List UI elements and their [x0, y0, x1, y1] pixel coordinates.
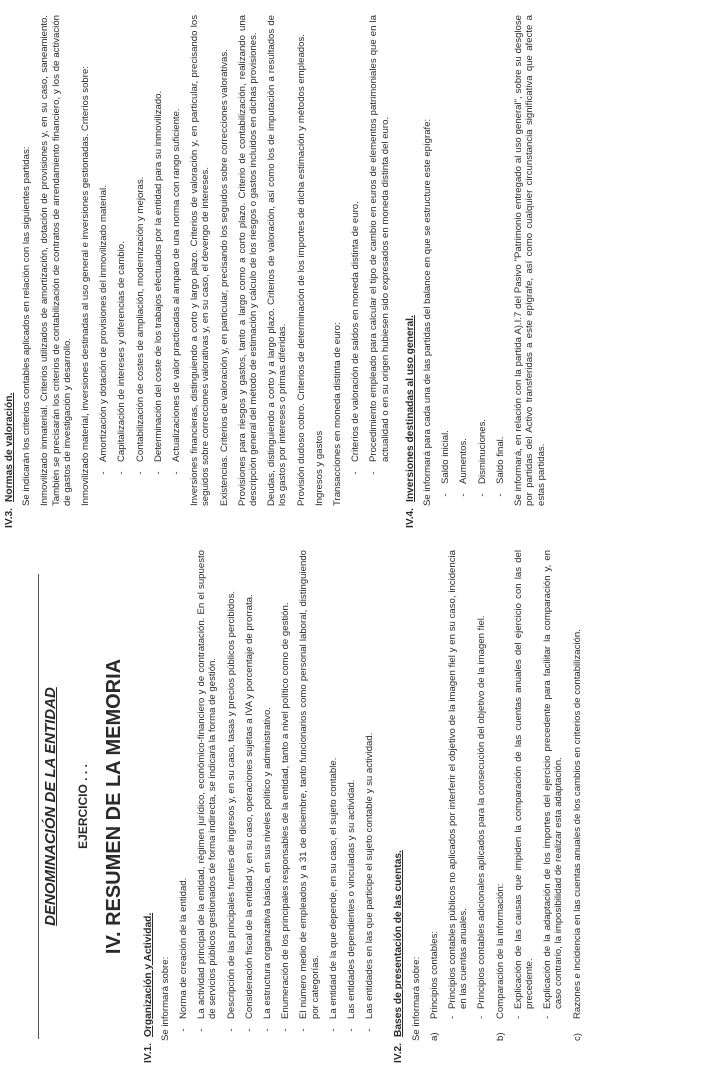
section-number: IV.4. — [404, 507, 416, 528]
section-number: IV.3. — [4, 507, 15, 528]
paragraph-inmaterial: Inmovilizado inmaterial. Criterios utilizados de amortización, dotación de provisiones y, en su caso, saneamiento. También se precisarán los criterios de contabilización de contratos de arrendamiento financiero, y los de activación de gastos de investigación y desarrollo. — [39, 15, 73, 506]
list-item: - La actividad principal de la entidad, régimen jurídico, económico-financiero y de contratación. En el supuesto de servicios públicos gestionados de forma indirecta, se indicará la forma de gestión. — [196, 550, 219, 1032]
section-heading-iv1 — [143, 550, 154, 1063]
section-heading-iv2 — [393, 550, 404, 1063]
list-item: - Disminuciones. — [476, 418, 488, 497]
paragraph-provisiones: Provisiones para riesgos y gastos, tanto a largo como a corto plazo. Criterio de contabilización, realizando una descripción general del método de estimación y cálculo de los riesgos o gastos incluidos en dichas provisiones. — [236, 15, 260, 506]
closing-paragraph: Se informará, en relación con la partida A).I.7 del Pasivo "Patrimonio entregado al uso general", sobre su desglose por partidas del Activo transferidas a este epígrafe, así como cualquier circunstancia significativa que afecte a estas partidas. — [513, 15, 547, 506]
paragraph-ingresos-gastos: Ingresos y gastos — [313, 430, 325, 506]
list-item: - Actualizaciones de valor practicadas al amparo de una norma con rango suficiente. — [171, 108, 183, 475]
document-page-2 — [0, 5, 714, 540]
paragraph-existencias: Existencias. Criterios de valoración y, en particular, precisando los seguidos sobre correcciones valorativas. — [218, 49, 230, 506]
sub-list-item: - Principios contables adicionales aplicados para la consecución del objetivo de la imagen fiel. — [476, 615, 488, 1019]
list-item: - Descripción de las principales fuentes de ingresos y, en su caso, tasas y precios públicos percibidos. — [225, 590, 237, 1032]
list-item: - El número medio de empleados y a 31 de diciembre, tanto funcionarios como personal laboral, distinguiendo por categorías. — [298, 550, 321, 1032]
section-number: IV.2. — [393, 1042, 405, 1063]
section-title: Bases de presentación de las cuentas. — [393, 850, 405, 1037]
lettered-item-b: b) Comparación de la información: — [494, 883, 506, 1041]
section-number: IV.1. — [142, 1042, 154, 1063]
section-intro: Se informará sobre: — [159, 956, 171, 1041]
list-item: - Las entidades en las que participe el sujeto contable y su actividad. — [364, 732, 376, 1032]
section-title: Normas de valoración. — [4, 392, 15, 502]
list-item: - Saldo final. — [494, 436, 506, 497]
section-title: Organización y Actividad. — [142, 912, 154, 1037]
section-intro: Se informará sobre: — [410, 956, 422, 1041]
document-page-1 — [0, 540, 714, 1075]
list-item: - Enumeración de los principales responsables de la entidad, tanto a nivel político como de gestión. — [280, 602, 292, 1032]
lettered-item-a: a) Principios contables: — [428, 931, 440, 1041]
list-item: - Aumentos. — [458, 438, 470, 497]
list-item: - Contabilización de costes de ampliación, modernización y mejoras. — [134, 176, 146, 475]
page-title: IV. RESUMEN DE LA MEMORIA — [103, 658, 126, 955]
list-item: - Procedimiento empleado para calcular el tipo de cambio en euros de elementos patrimoniales que en la actualidad o en su origen hubiesen sido expresados en moneda distinta del euro. — [368, 15, 391, 475]
lettered-item-c: c) Razones e incidencia en las cuentas anuales de los cambios en criterios de contabilización. — [571, 629, 583, 1041]
sub-list-item: - Explicación de las causas que impiden la comparación de las cuentas anuales del ejercicio con las del precedente. — [512, 550, 536, 1019]
sub-list-item: - Principios contables públicos no aplicados por interferir el objetivo de la imagen fiel y en su caso, incidencia en las cuentas anuales. — [447, 550, 470, 1019]
list-item: - La entidad de la que depende, en su caso, el sujeto contable. — [327, 757, 339, 1032]
list-item: - Amortización y dotación de provisiones del inmovilizado material. — [98, 185, 110, 475]
sub-list-item: - Explicación de la adaptación de los importes del ejercicio precedente para facilitar la comparación y, en caso contrario, la imposibilidad de realizar esta adaptación. — [542, 550, 565, 1019]
list-item: - Consideración fiscal de la entidad y, en su caso, operaciones sujetas a IVA y porcentaje de prorrata. — [243, 594, 255, 1032]
paragraph-deudas: Deudas, distinguiendo a corto y a largo plazo. Criterios de valoración, así como los de imputación a resultados de los gastos por intereses o primas diferidas. — [266, 15, 289, 506]
list-item: - Las entidades dependientes o vinculadas y su actividad. — [346, 779, 358, 1032]
entity-name: DENOMINACIÓN DE LA ENTIDAD — [42, 687, 59, 926]
list-item: - Capitalización de intereses y diferencias de cambio. — [116, 241, 128, 475]
paragraph-financieras: Inversiones financieras, distinguiendo a corto y largo plazo. Criterios de valoración y, en particular, precisando los seguidos sobre correcciones valorativas y, en su caso, el devengo de intereses. — [189, 15, 212, 506]
list-item: - Determinación del coste de los trabajos efectuados por la entidad para su inmovilizado. — [152, 90, 164, 475]
exercise-label: EJERCICIO . . . — [76, 764, 91, 849]
section-heading-iv3 — [4, 15, 15, 528]
paragraph-dudoso-cobro: Provisión dudoso cobro. Criterios de determinación de los importes de dicha estimación y métodos empleados. — [295, 34, 307, 506]
list-item: - Saldo inicial. — [440, 430, 452, 497]
paragraph-transacciones: Transacciones en moneda distinta de euro: — [332, 322, 344, 506]
paragraph-material: Inmovilizado material, inversiones destinadas al uso general e inversiones gestionadas. Criterios sobre: — [80, 66, 92, 506]
section-intro: Se indicarán los criterios contables aplicados en relación con las siguientes partidas: — [21, 146, 33, 506]
section-heading-iv4 — [405, 15, 416, 528]
list-item: - Norma de creación de la entidad. — [178, 877, 190, 1032]
section-title: Inversiones destinadas al uso general. — [404, 315, 416, 502]
section-intro: Se informará para cada una de las partidas del balance en que se estructure este epígrafe: — [422, 118, 434, 506]
header-rule — [38, 574, 39, 1039]
list-item: - La estructura organizativa básica, en sus niveles político y administrativo. — [262, 707, 274, 1032]
list-item: - Criterios de valoración de saldos en moneda distinta de euro. — [350, 201, 362, 475]
